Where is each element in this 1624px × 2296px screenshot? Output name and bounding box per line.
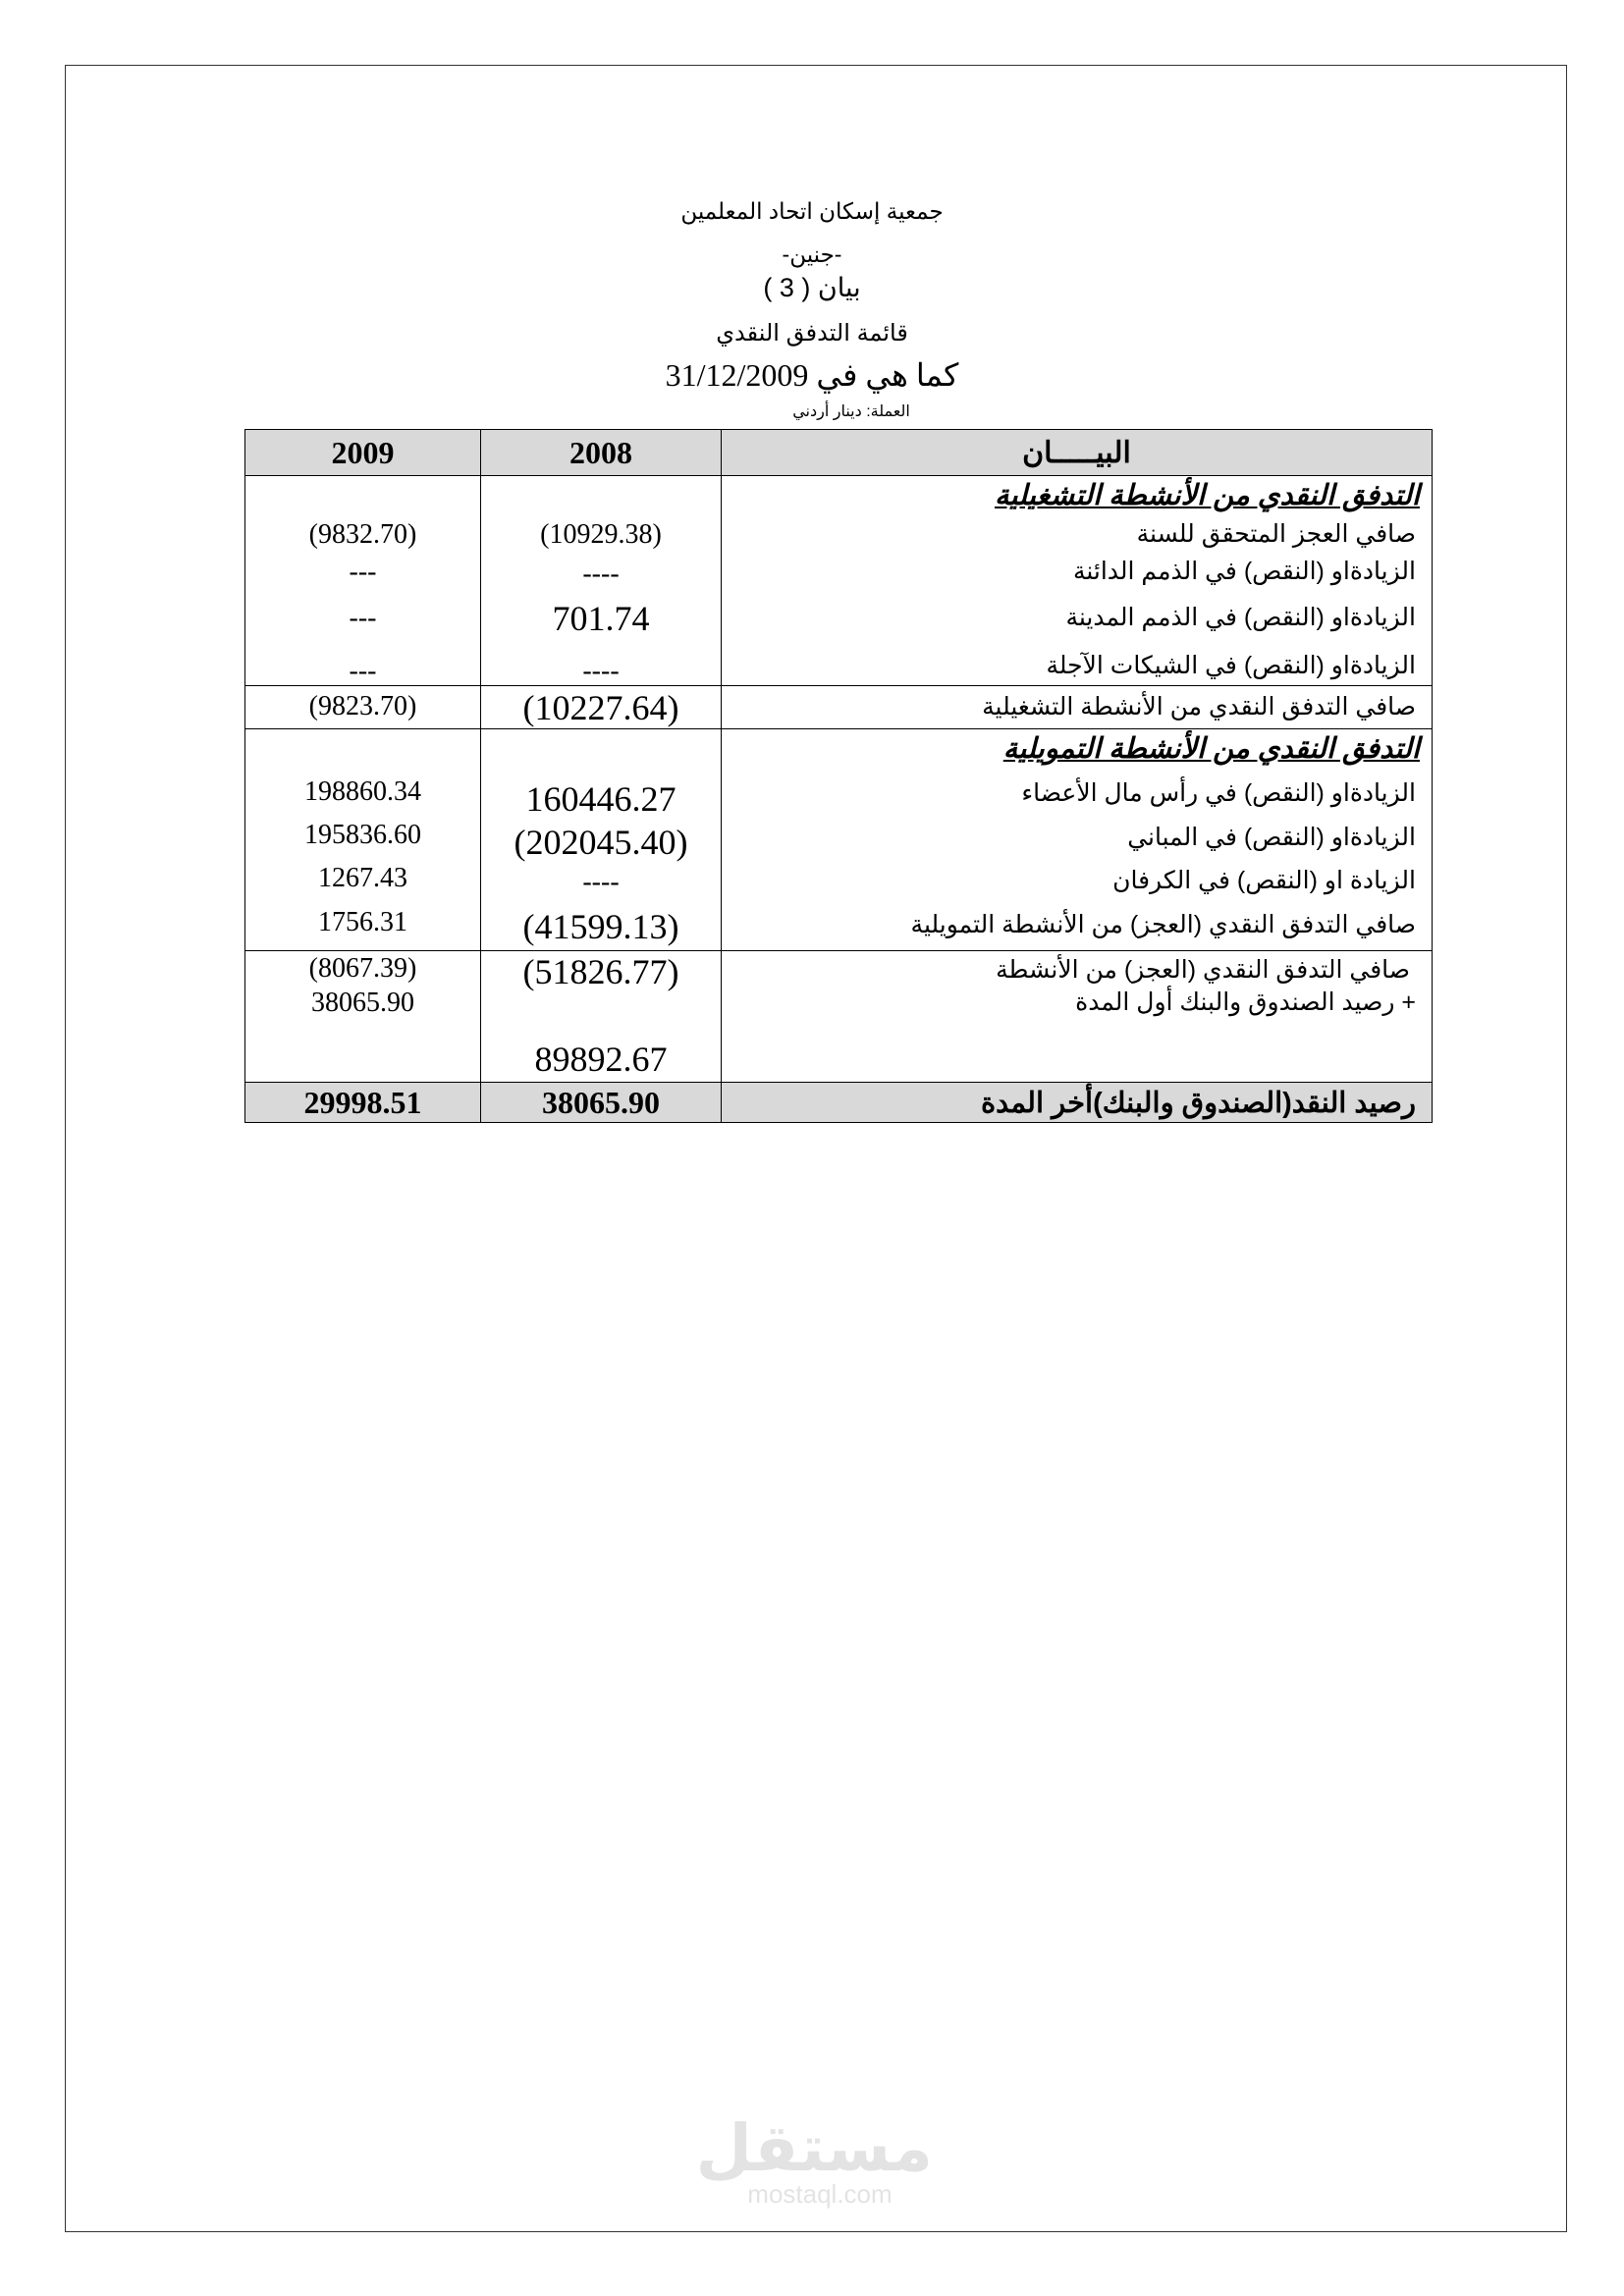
operating-activities-heading: التدفق النقدي من الأنشطة التشغيلية <box>994 480 1420 511</box>
operating-2008-value: ---- <box>582 656 620 686</box>
financing-row-label: الزيادةاو (النقص) في المباني <box>1127 824 1416 851</box>
financing-row-label: صافي التدفق النقدي (العجز) من الأنشطة التمويلية <box>910 911 1416 938</box>
net-block-row-label: صافي التدفق النقدي (العجز) من الأنشطة <box>996 956 1410 984</box>
financing-2008-value: (41599.13) <box>522 907 679 946</box>
city-name: -جنين- <box>782 241 842 267</box>
financing-description-cell <box>722 729 1433 951</box>
statement-date: كما هي في 31/12/2009 <box>665 357 959 393</box>
net-block-2008-cell <box>481 951 722 1083</box>
operating-description-cell <box>722 476 1433 686</box>
financing-2009-value: 1267.43 <box>318 863 407 893</box>
operating-row-label: الزيادةاو (النقص) في الذمم الدائنة <box>1072 558 1416 585</box>
table-header-row <box>245 430 1433 476</box>
operating-row-label: الزيادةاو (النقص) في الذمم المدينة <box>1065 604 1416 631</box>
financing-2008-value: 160446.27 <box>525 779 677 819</box>
net-block-2009-value: (8067.39) <box>308 953 417 984</box>
financing-row-label: الزيادةاو (النقص) في رأس مال الأعضاء <box>1021 779 1416 807</box>
closing-balance-2008: 38065.90 <box>481 1083 722 1123</box>
net-operating-label: صافي التدفق النقدي من الأنشطة التشغيلية <box>982 693 1416 721</box>
operating-row-label: صافي العجز المتحقق للسنة <box>1136 520 1416 548</box>
net-block-2009-value: 38065.90 <box>311 988 414 1018</box>
net-block-row-label: + رصيد الصندوق والبنك أول المدة <box>1075 988 1416 1016</box>
column-header-2008: 2008 <box>481 430 722 476</box>
financing-activities-block <box>245 729 1433 951</box>
operating-2009-value: --- <box>349 557 377 587</box>
net-operating-2008-value: (10227.64) <box>522 688 679 727</box>
financing-2008-value: (202045.40) <box>514 823 688 862</box>
financing-2009-value: 195836.60 <box>304 820 421 850</box>
financing-2009-cell <box>245 729 481 951</box>
statement-number: بيان ( 3 ) <box>763 273 861 302</box>
financing-2008-value: ---- <box>582 867 620 897</box>
mostaql-watermark <box>695 2111 933 2209</box>
closing-balance-2009: 29998.51 <box>245 1083 481 1123</box>
operating-2008-cell <box>481 476 722 686</box>
column-header-2009: 2009 <box>245 430 481 476</box>
operating-2009-value: (9832.70) <box>308 519 417 550</box>
currency-note: العملة: دينار أردني <box>792 403 910 420</box>
operating-2008-value: ---- <box>582 559 620 589</box>
net-operating-2009-value: (9823.70) <box>308 691 417 721</box>
operating-2008-value: 701.74 <box>552 599 650 638</box>
watermark-brand-url: mostaql.com <box>747 2179 893 2209</box>
operating-2009-cell <box>245 476 481 686</box>
financing-row-label: الزيادة او (النقص) في الكرفان <box>1112 867 1416 894</box>
statement-title: قائمة التدفق النقدي <box>716 320 908 347</box>
net-block-description-cell <box>722 951 1433 1083</box>
closing-balance-row <box>245 1083 1433 1123</box>
financing-2009-value: 1756.31 <box>318 907 407 937</box>
financing-2008-cell <box>481 729 722 951</box>
net-block-2008-value: (51826.77) <box>522 952 679 991</box>
net-operating-2008-cell <box>481 686 722 729</box>
net-and-opening-balance-block <box>245 951 1433 1083</box>
operating-2009-value: --- <box>349 656 377 686</box>
financing-2009-value: 198860.34 <box>304 776 421 807</box>
operating-activities-block <box>245 476 1433 686</box>
net-operating-row <box>245 686 1433 729</box>
organization-name: جمعية إسكان اتحاد المعلمين <box>680 198 944 224</box>
net-operating-description-cell <box>722 686 1433 729</box>
operating-2009-value: --- <box>349 603 377 633</box>
net-block-2009-cell <box>245 951 481 1083</box>
financing-activities-heading: التدفق النقدي من الأنشطة التمويلية <box>1002 733 1420 765</box>
net-block-2008-value: 89892.67 <box>534 1040 668 1079</box>
operating-row-label: الزيادةاو (النقص) في الشيكات الآجلة <box>1046 652 1416 679</box>
operating-2008-value: (10929.38) <box>540 519 662 550</box>
column-header-description: البيـــــان <box>722 430 1433 476</box>
watermark-brand-arabic: مستقل <box>695 2111 933 2184</box>
closing-balance-label: رصيد النقد(الصندوق والبنك)أخر المدة <box>722 1083 1433 1123</box>
net-operating-2009-cell <box>245 686 481 729</box>
cash-flow-table <box>244 429 1433 1123</box>
